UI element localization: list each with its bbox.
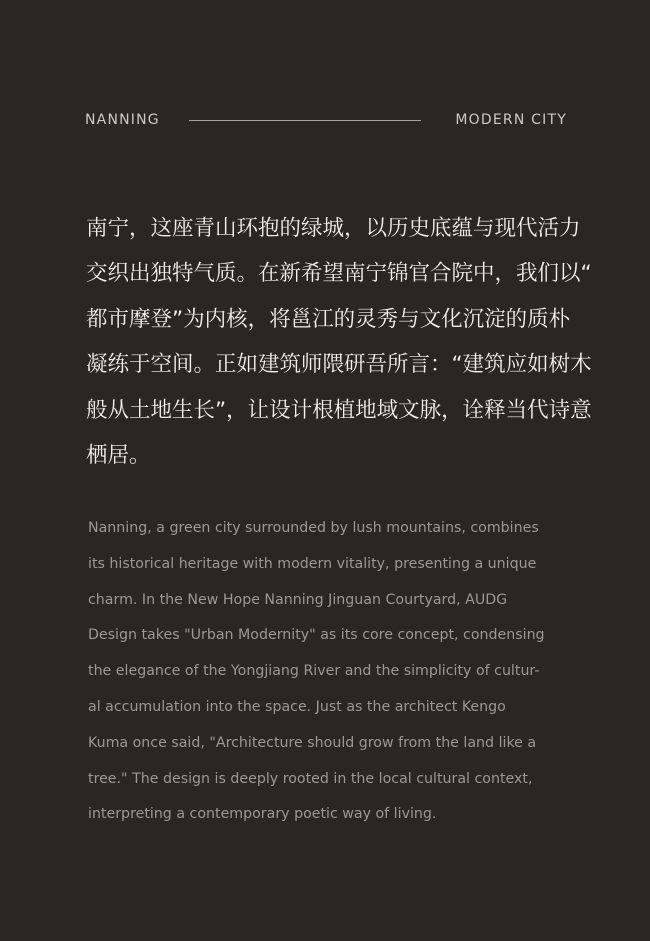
english-line: charm. In the New Hope Nanning Jinguan Courtyard, AUDG [88,591,508,608]
english-line: its historical heritage with modern vitality, presenting a unique [88,555,537,572]
english-line: al accumulation into the space. Just as the architect Kengo [88,698,506,715]
english-paragraph [88,511,568,833]
chinese-line: 南宁，这座青山环抱的绿城，以历史底蕴与现代活力 [86,216,581,241]
english-line: Nanning, a green city surrounded by lush mountains, combines [88,520,539,536]
header-divider-line [189,120,421,121]
english-line: tree." The design is deeply rooted in the local cultural context, [88,770,533,787]
chinese-line: 都市摩登”为内核，将邕江的灵秀与文化沉淀的质朴 [86,306,571,332]
english-line: the elegance of the Yongjiang River and the simplicity of cultur- [88,663,540,680]
chinese-paragraph [86,206,592,478]
english-line: Kuma once said, "Architecture should grow from the land like a [88,734,537,751]
chinese-line: 般从土地生长”，让设计根植地域文脉，诠释当代诗意 [86,397,592,423]
english-line: interpreting a contemporary poetic way of living. [88,806,437,823]
header-theme-label: MODERN CITY [455,112,567,128]
page-header [85,110,567,130]
chinese-line: 交织出独特气质。在新希望南宁锦官合院中，我们以“ [86,261,592,287]
header-city-label: NANNING [85,112,160,128]
chinese-line: 栖居。 [86,443,151,469]
chinese-line: 凝练于空间。正如建筑师隈研吾所言：“建筑应如树木 [86,352,592,378]
english-line: Design takes "Urban Modernity" as its core concept, condensing [88,627,545,644]
